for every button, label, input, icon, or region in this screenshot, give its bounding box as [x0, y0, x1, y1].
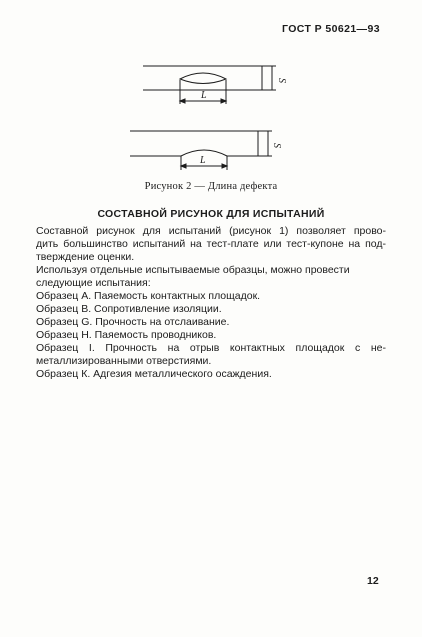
length-label-top: L: [201, 90, 207, 101]
body-line: Образец I. Прочность на отрыв контактных площадок с не-: [36, 342, 386, 354]
figure-caption: Рисунок 2 — Длина дефекта: [144, 181, 278, 192]
body-line: дить большинство испытаний на тест-плате или тест-купоне на под-: [36, 238, 386, 250]
section-body: [36, 225, 386, 381]
body-line: Образец К. Адгезия металлического осаждения.: [36, 368, 272, 380]
length-label-bottom: L: [200, 155, 206, 166]
body-line: Образец Н. Паяемость проводников.: [36, 329, 217, 341]
body-line: Составной рисунок для испытаний (рисунок 1) позволяет прово-: [36, 225, 386, 237]
defect-length-figure: [0, 0, 422, 180]
body-line: Образец В. Сопротивление изоляции.: [36, 303, 222, 315]
body-line: следующие испытания:: [36, 277, 151, 289]
thickness-label-top: S: [276, 78, 287, 83]
specimen-internal-defect: [143, 66, 276, 104]
page-number: 12: [367, 575, 379, 587]
body-line: Образец G. Прочность на отслаивание.: [36, 316, 230, 328]
section-title: СОСТАВНОЙ РИСУНОК ДЛЯ ИСПЫТАНИЙ: [97, 208, 325, 220]
standard-code: ГОСТ Р 50621—93: [282, 23, 380, 35]
body-line: Используя отдельные испытываемые образцы, можно провести: [36, 264, 350, 276]
body-line: металлизированными отверстиями.: [36, 355, 212, 367]
body-line: тверждение оценки.: [36, 251, 135, 263]
thickness-label-bottom: S: [271, 143, 282, 148]
body-line: Образец А. Паяемость контактных площадок.: [36, 290, 261, 302]
